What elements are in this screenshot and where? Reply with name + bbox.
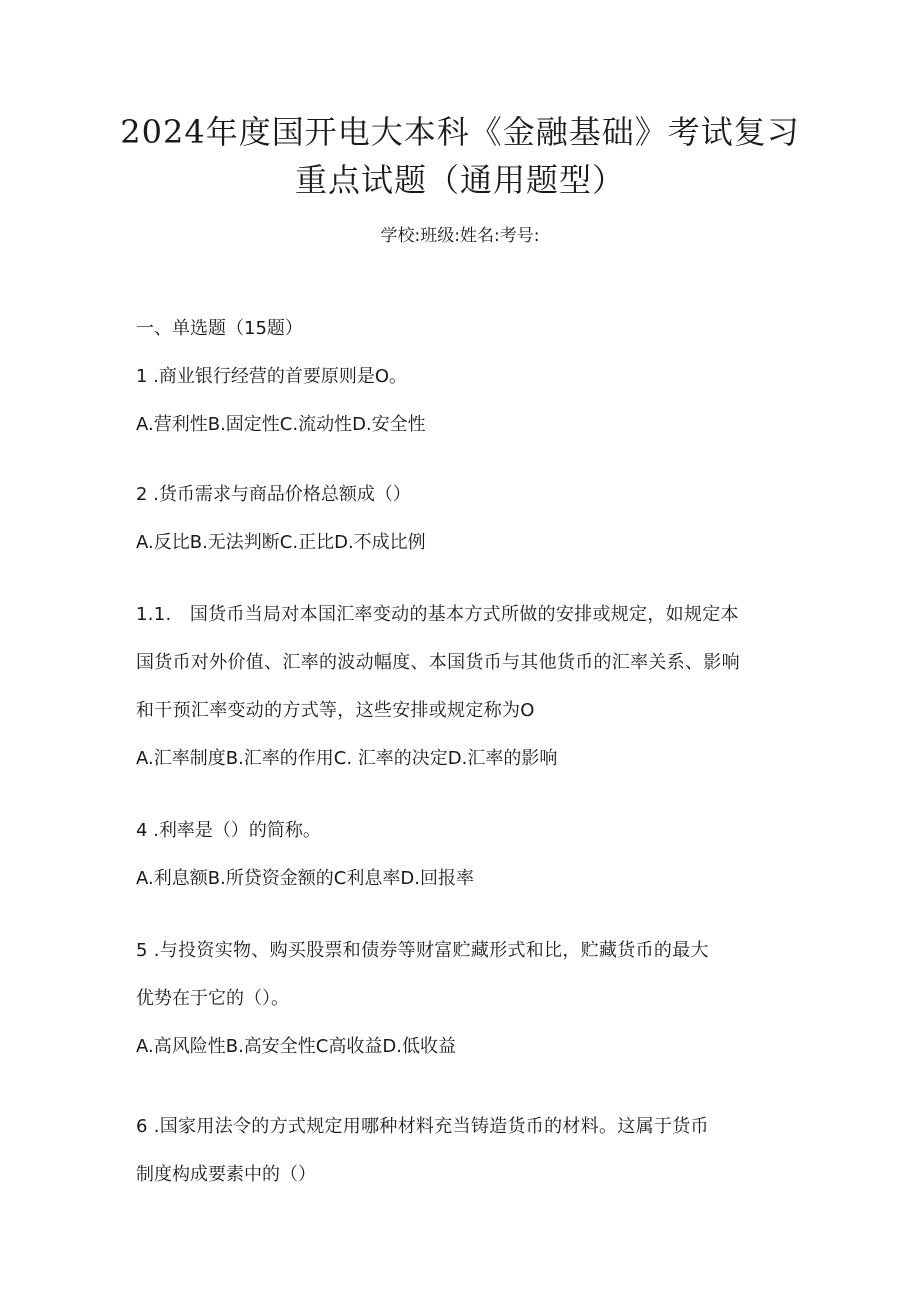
question-5-text-line-2: 优势在于它的（）。 bbox=[136, 988, 289, 1009]
question-1-text: 1 .商业银行经营的首要原则是O。 bbox=[136, 366, 408, 387]
question-5-text-line-1: 5 .与投资实物、购买股票和债券等财富贮藏形式和比，贮藏货币的最大 bbox=[136, 940, 709, 961]
question-3-text-line-2: 国货币对外价值、汇率的波动幅度、本国货币与其他货币的汇率关系、影响 bbox=[136, 652, 740, 673]
document-title-line-2: 重点试题（通用题型） bbox=[294, 161, 625, 199]
student-info-line: 学校:班级:姓名:考号: bbox=[380, 226, 540, 246]
question-3-text-line-3: 和干预汇率变动的方式等，这些安排或规定称为O bbox=[136, 700, 535, 721]
question-3-options: A.汇率制度B.汇率的作用C. 汇率的决定D.汇率的影响 bbox=[136, 748, 558, 769]
question-5-options: A.高风险性B.高安全性C高收益D.低收益 bbox=[136, 1036, 456, 1057]
document-title-line-1: 2024年度国开电大本科《金融基础》考试复习 bbox=[120, 113, 800, 151]
question-4-options: A.利息额B.所贷资金额的C利息率D.回报率 bbox=[136, 868, 474, 889]
question-3-text-line-1: 1.1. 国货币当局对本国汇率变动的基本方式所做的安排或规定，如规定本 bbox=[136, 604, 739, 625]
section-heading: 一、单选题（15题） bbox=[136, 318, 303, 339]
question-1-options: A.营利性B.固定性C.流动性D.安全性 bbox=[136, 414, 426, 435]
question-2-text: 2 .货币需求与商品价格总额成（） bbox=[136, 484, 411, 505]
question-6-text-line-1: 6 .国家用法令的方式规定用哪种材料充当铸造货币的材料。这属于货币 bbox=[136, 1116, 709, 1137]
question-6-text-line-2: 制度构成要素中的（） bbox=[136, 1164, 316, 1185]
question-2-options: A.反比B.无法判断C.正比D.不成比例 bbox=[136, 532, 426, 553]
question-4-text: 4 .利率是（）的简称。 bbox=[136, 820, 321, 841]
